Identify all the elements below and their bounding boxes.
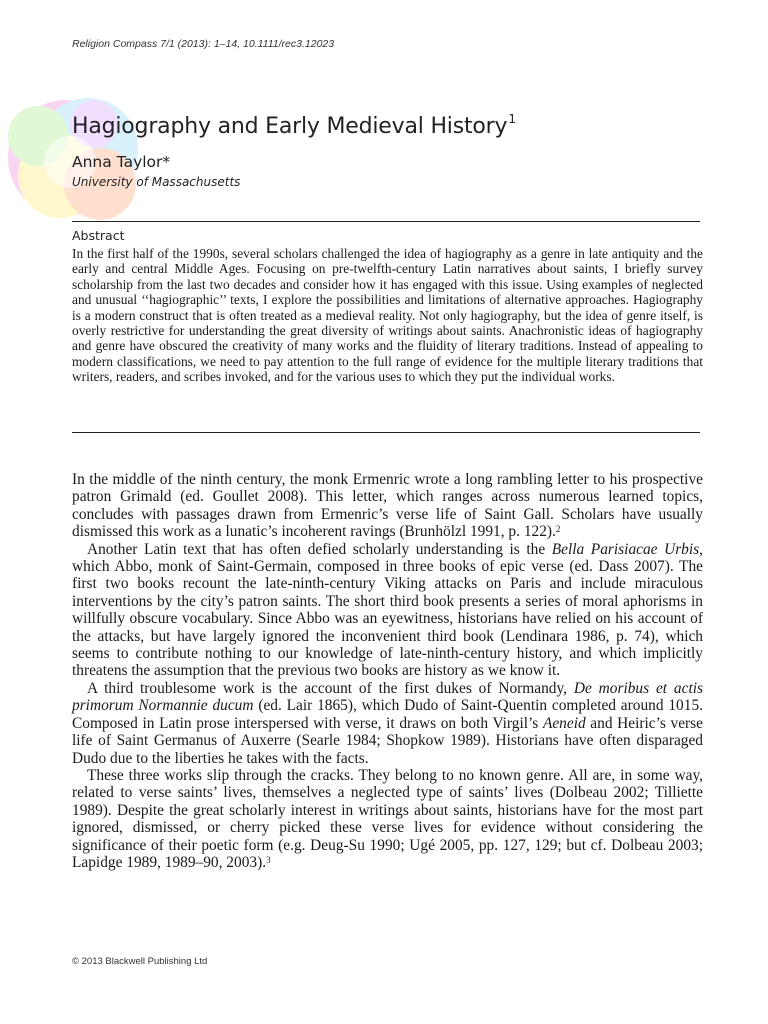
paragraph-text: Another Latin text that has often defied scholarly understanding is the xyxy=(87,540,552,558)
body-paragraph xyxy=(72,680,703,767)
footnote-marker[interactable]: 3 xyxy=(266,854,271,865)
body-paragraph xyxy=(72,767,703,871)
abstract-heading: Abstract xyxy=(72,228,125,243)
work-title: Bella Parisiacae Urbis xyxy=(551,540,700,558)
copyright-footer: © 2013 Blackwell Publishing Ltd xyxy=(72,956,208,967)
divider-bottom xyxy=(72,432,700,433)
author-affiliation: University of Massachusetts xyxy=(72,175,241,189)
article-title-text: Hagiography and Early Medieval History xyxy=(72,114,508,139)
footnote-marker[interactable]: 2 xyxy=(555,524,561,535)
abstract-text: In the first half of the 1990s, several scholars challenged the idea of hagiography as a genre in late antiquity and the early and central Middle Ages. Focusing on pre-twelfth-century Latin narratives about saints, I briefly survey scholarship from the last two decades and consider how it has engaged with this issue. Using examples of neglected and unusual ‘‘hagiographic’’ texts, I explore the possibilities and limitations of alternative approaches. Hagiography is a modern construct that is often treated as a medieval reality. Not only hagiography, but the idea of genre itself, is overly restrictive for understanding the great diversity of writings about saints. Anachronistic ideas of hagiography and genre have obscured the creativity of many works and the fluidity of literary traditions. Instead of appealing to modern classifications, we need to pay attention to the full range of evidence for the multiple literary traditions that writers, readers, and scribes invoked, and for the various uses to which they put the individual works. xyxy=(72,246,703,385)
paragraph-text: A third troublesome work is the account of the first dukes of Normandy, xyxy=(87,679,574,697)
paragraph-text: (ed. Lair 1865), which Dudo of Saint-Quentin completed around 1015. Composed in Latin prose interspersed with verse, it draws on both Virgil’s xyxy=(72,697,703,732)
article-title xyxy=(72,114,516,139)
paragraph-text: and Heiric’s verse life of Saint Germanus of Auxerre (Searle 1984; Shopkow 1989). Historians have often disparaged Dudo due to the liberties he takes with the facts. xyxy=(72,714,703,767)
author-name: Anna Taylor* xyxy=(72,153,171,171)
publisher-logo-watermark xyxy=(4,66,164,236)
journal-reference: Religion Compass 7/1 (2013): 1–14, 10.1111/rec3.12023 xyxy=(72,38,335,50)
body-paragraph xyxy=(72,471,703,541)
article-body xyxy=(72,471,703,871)
work-title: De moribus et actis primorum Normannie ducum xyxy=(72,679,703,715)
work-title: Aeneid xyxy=(542,714,586,732)
paragraph-text: , which Abbo, monk of Saint-Germain, composed in three books of epic verse (ed. Dass 2007). The first two books recount the late-ninth-century Viking attacks on Paris and include miraculous interventions by the city’s patron saints. The short third book presents a series of moral aphorisms in willfully obscure vocabulary. Since Abbo was an eyewitness, historians have relied on his account of the attacks, but have largely ignored the inconvenient third book (Lendinara 1986, p. 74), which seems to contribute nothing to our knowledge of late-ninth-century history, and which implicitly threatens the assumption that the previous two books are history as we know it. xyxy=(72,540,703,680)
paragraph-text: These three works slip through the cracks. They belong to no known genre. All are, in some way, related to verse saints’ lives, themselves a neglected type of saints’ lives (Dolbeau 2002; Tilliette 1989). Despite the great scholarly interest in writings about saints, historians have for the most part ignored, dismissed, or cherry picked these verse lives for evidence without considering the significance of their poetic form (e.g. Deug-Su 1990; Ugé 2005, pp. 127, 129; but cf. Dolbeau 2003; Lapidge 1989, 1989–90, 2003). xyxy=(72,766,703,871)
paragraph-text: In the middle of the ninth century, the monk Ermenric wrote a long rambling letter to his prospective patron Grimald (ed. Goullet 2008). This letter, which ranges across numerous learned topics, concludes with passages drawn from Ermenric’s verse life of Saint Gall. Scholars have usually dismissed this work as a lunatic’s incoherent ravings (Brunhölzl 1991, p. 122). xyxy=(72,471,703,541)
title-footnote-marker[interactable]: 1 xyxy=(508,112,516,126)
divider-top xyxy=(72,221,700,222)
body-paragraph xyxy=(72,541,703,680)
